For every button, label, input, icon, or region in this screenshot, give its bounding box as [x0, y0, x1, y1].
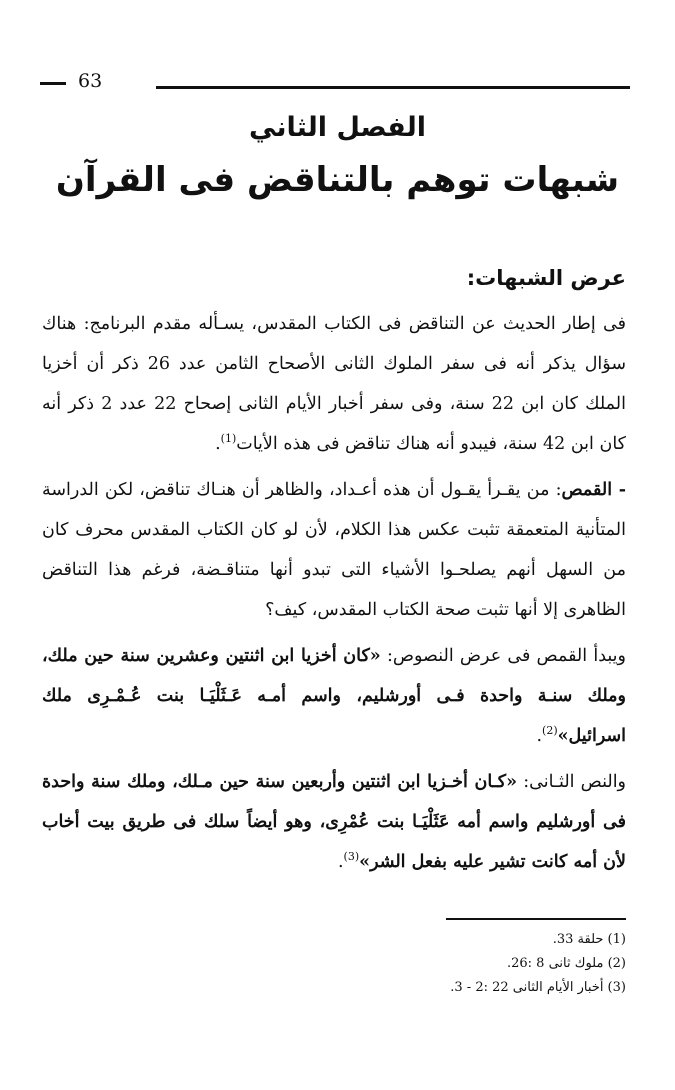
- header-rule: [156, 86, 630, 89]
- footnote-ref-3: (3): [343, 850, 360, 864]
- page-title: شبهات توهم بالتناقض فى القرآن: [55, 160, 620, 200]
- paragraph-first-text: [42, 636, 626, 756]
- qummus-label: - القمص: [561, 480, 626, 500]
- footnote-2: (2) ملوك ثانى 8 :26.: [506, 956, 626, 971]
- footnote-ref-2: (2): [542, 724, 558, 738]
- section-heading: عرض الشبهات:: [466, 266, 626, 290]
- qummus-text: : من يقـرأ يقـول أن هذه أعـداد، والظاهر أن هنـاك تناقض، لكن الدراسة المتأنية المتعمقة تثبت عكس هذا الكلام، لأن لو كان الكتاب المقدس محرف كان من السهل أنهم يصلحـوا الأشياء التى تبدو أنها متناقـضة، فرغم هذا التناقض الظاهرى إلا أنها تثبت صحة الكتاب المقدس، كيف؟: [42, 480, 626, 620]
- paragraph-intro-end: .: [215, 434, 221, 454]
- page-number: 63: [78, 70, 103, 92]
- first-text-end: .: [536, 726, 543, 746]
- page-header: [40, 70, 630, 100]
- footnote-1: (1) حلقة 33.: [552, 932, 626, 947]
- paragraph-qummus: [42, 470, 626, 630]
- footnote-3: (3) أخبار الأيام الثانى 22 :2 - 3.: [450, 980, 626, 995]
- paragraph-second-text: [42, 762, 626, 882]
- first-text-intro: ويبدأ القمص فى عرض النصوص:: [380, 646, 626, 666]
- paragraph-intro: [42, 304, 626, 464]
- footnote-ref-1: (1): [220, 432, 237, 446]
- footnote-rule: [446, 918, 626, 920]
- second-text-quote: «كـان أخـزيا ابن اثنتين وأربعين سنة حين مـلك، وملك سنة واحدة فى أورشليم واسم أمه عَثَلْيَـا بنت عُمْرِى، وهو أيضاً سلك فى طريق بيت أخاب لأن أمه كانت تشير عليه بفعل الشر»: [42, 772, 626, 872]
- header-dash: [40, 82, 66, 85]
- chapter-heading: الفصل الثاني: [249, 112, 426, 143]
- first-text-quote: «كان أخزيا ابن اثنتين وعشرين سنة حين ملك، وملك سنـة واحدة فـى أورشليم، واسم أمـه عَـثَلْيَـا بنت عُـمْـرِى ملك اسرائيل»: [42, 646, 626, 746]
- second-text-end: .: [337, 852, 344, 872]
- second-text-intro: والنص الثـانى:: [517, 772, 627, 792]
- body-text: [42, 258, 626, 882]
- paragraph-intro-text: فى إطار الحديث عن التناقض فى الكتاب المقدس، يسـأله مقدم البرنامج: هناك سؤال يذكر أنه فى سفر الملوك الثانى الأصحاح الثامن عدد 26 ذكر أن أخزيا الملك كان ابن 22 سنة، وفى سفر أخبار الأيام الثانى إصحاح 22 عدد 2 ذكر أنه كان ابن 42 سنة، فيبدو أنه هناك تناقض فى هذه الأيات: [42, 314, 626, 454]
- footnotes: [300, 928, 626, 1000]
